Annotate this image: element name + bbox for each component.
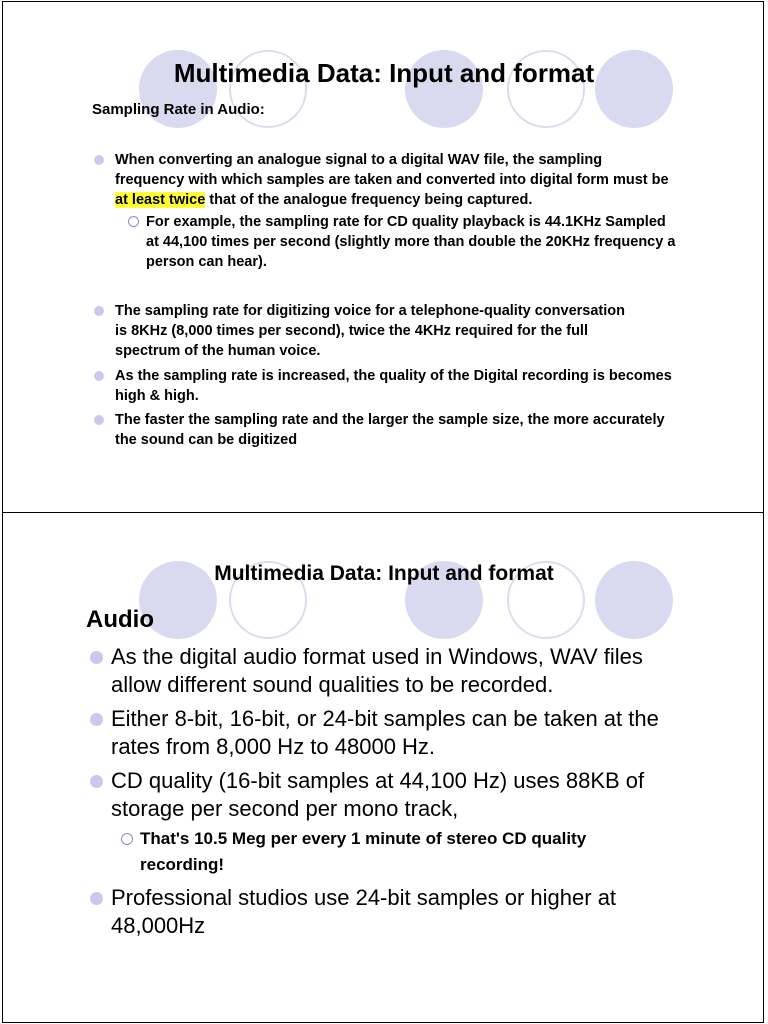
slide-subheading: Audio [86,606,154,633]
bullet-icon [90,651,103,664]
bullet-text: When converting an analogue signal to a digital WAV file, the sampling frequency with which samples are taken and converted into digital form must be at least twice that of the analogue frequency being captured. [115,152,669,208]
bullet-text: Professional studios use 24-bit samples or higher at 48,000Hz [111,885,617,938]
bullet-list [93,148,693,468]
bullet-icon [90,775,103,788]
sub-bullet-text: For example, the sampling rate for CD quality playback is 44.1KHz Sampled at 44,100 times per second (slightly more than double the 20KHz frequency a person can hear). [146,214,676,270]
bullet-icon [90,713,103,726]
slide-2 [2,512,764,1023]
bullet-text: As the digital audio format used in Windows, WAV files allow different sound qualities to be recorded. [111,644,643,697]
slide-title: Multimedia Data: Input and format [214,562,554,585]
bullet-list [88,643,708,943]
slide-title: Multimedia Data: Input and format [173,58,595,88]
bullet-icon [94,371,104,381]
bullet-icon [90,892,103,905]
sub-bullet-icon [121,833,133,845]
bullet-text: The sampling rate for digitizing voice for a telephone-quality conversation is 8KHz (8,000 times per second), twice the 4KHz required for the full spectrum of the human voice. [115,303,625,359]
bullet-icon [94,306,104,316]
sub-bullet-text: That's 10.5 Meg per every 1 minute of stereo CD quality recording! [140,829,587,874]
highlighted-text: at least twice [115,192,206,208]
bullet-text: CD quality (16-bit samples at 44,100 Hz) uses 88KB of storage per second per mono track, [111,768,645,821]
bullet-text: As the sampling rate is increased, the quality of the Digital recording is becomes high & high. [115,368,672,404]
bullet-text: Either 8-bit, 16-bit, or 24-bit samples can be taken at the rates from 8,000 Hz to 48000 Hz. [111,706,659,759]
slide-1 [2,1,764,513]
sub-bullet-icon [128,216,139,227]
slide-subheading: Sampling Rate in Audio: [92,101,265,118]
bullet-icon [94,415,104,425]
bullet-icon [94,155,104,165]
bullet-text: The faster the sampling rate and the larger the sample size, the more accurately the sound can be digitized [115,412,665,448]
